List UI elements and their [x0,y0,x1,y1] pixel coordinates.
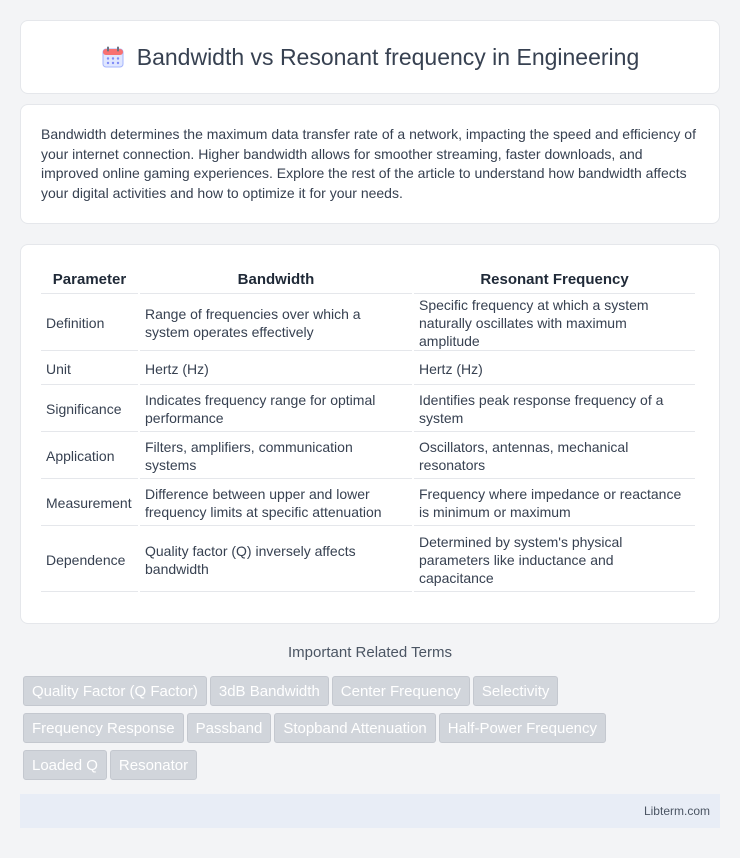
table-cell: Filters, amplifiers, communication systems [140,434,412,479]
table-cell: Determined by system's physical parameters like inductance and capacitance [414,528,695,592]
table-row [41,387,695,432]
table-cell: Unit [41,353,138,385]
table-row [41,481,695,526]
page-title: Bandwidth vs Resonant frequency in Engineering [136,43,640,70]
table-cell: Definition [41,296,138,351]
calendar-icon [101,45,125,69]
comparison-table [39,265,697,594]
header-card [20,20,720,94]
related-terms-list [23,676,703,787]
footer [20,794,720,828]
tag-passband[interactable]: Passband [187,713,272,743]
tag-resonator[interactable]: Resonator [110,750,197,780]
table-cell: Oscillators, antennas, mechanical resonators [414,434,695,479]
tag-center-frequency[interactable]: Center Frequency [332,676,470,706]
footer-brand[interactable]: Libterm.com [643,804,710,818]
tag-frequency-response[interactable]: Frequency Response [23,713,184,743]
table-cell: Hertz (Hz) [414,353,695,385]
tag-quality-factor[interactable]: Quality Factor (Q Factor) [23,676,207,706]
header-resonant-frequency: Resonant Frequency [414,267,695,294]
header-bandwidth: Bandwidth [140,267,412,294]
table-cell: Frequency where impedance or reactance is minimum or maximum [414,481,695,526]
table-cell: Range of frequencies over which a system operates effectively [140,296,412,351]
tag-3db-bandwidth[interactable]: 3dB Bandwidth [210,676,329,706]
tag-loaded-q[interactable]: Loaded Q [23,750,107,780]
table-cell: Specific frequency at which a system naturally oscillates with maximum amplitude [414,296,695,351]
intro-card [20,104,720,224]
table-row [41,434,695,479]
tag-half-power-frequency[interactable]: Half-Power Frequency [439,713,606,743]
table-cell: Indicates frequency range for optimal performance [140,387,412,432]
table-cell: Quality factor (Q) inversely affects bandwidth [140,528,412,592]
header-parameter: Parameter [41,267,138,294]
tag-stopband-attenuation[interactable]: Stopband Attenuation [274,713,435,743]
tag-selectivity[interactable]: Selectivity [473,676,559,706]
table-row [41,528,695,592]
table-cell: Measurement [41,481,138,526]
comparison-card [20,244,720,624]
table-cell: Significance [41,387,138,432]
table-header-row [41,267,695,294]
table-cell: Application [41,434,138,479]
table-cell: Dependence [41,528,138,592]
intro-text: Bandwidth determines the maximum data transfer rate of a network, impacting the speed and efficiency of your internet connection. Higher bandwidth allows for smoother streaming, faster downloads, and improved online gaming experiences. Explore the rest of the article to understand how bandwidth affects your digital activities and how to optimize it for your needs. [41,126,696,201]
table-row [41,353,695,385]
table-cell: Identifies peak response frequency of a system [414,387,695,432]
table-cell: Hertz (Hz) [140,353,412,385]
table-row [41,296,695,351]
related-terms-title: Important Related Terms [288,644,452,661]
table-cell: Difference between upper and lower frequency limits at specific attenuation [140,481,412,526]
